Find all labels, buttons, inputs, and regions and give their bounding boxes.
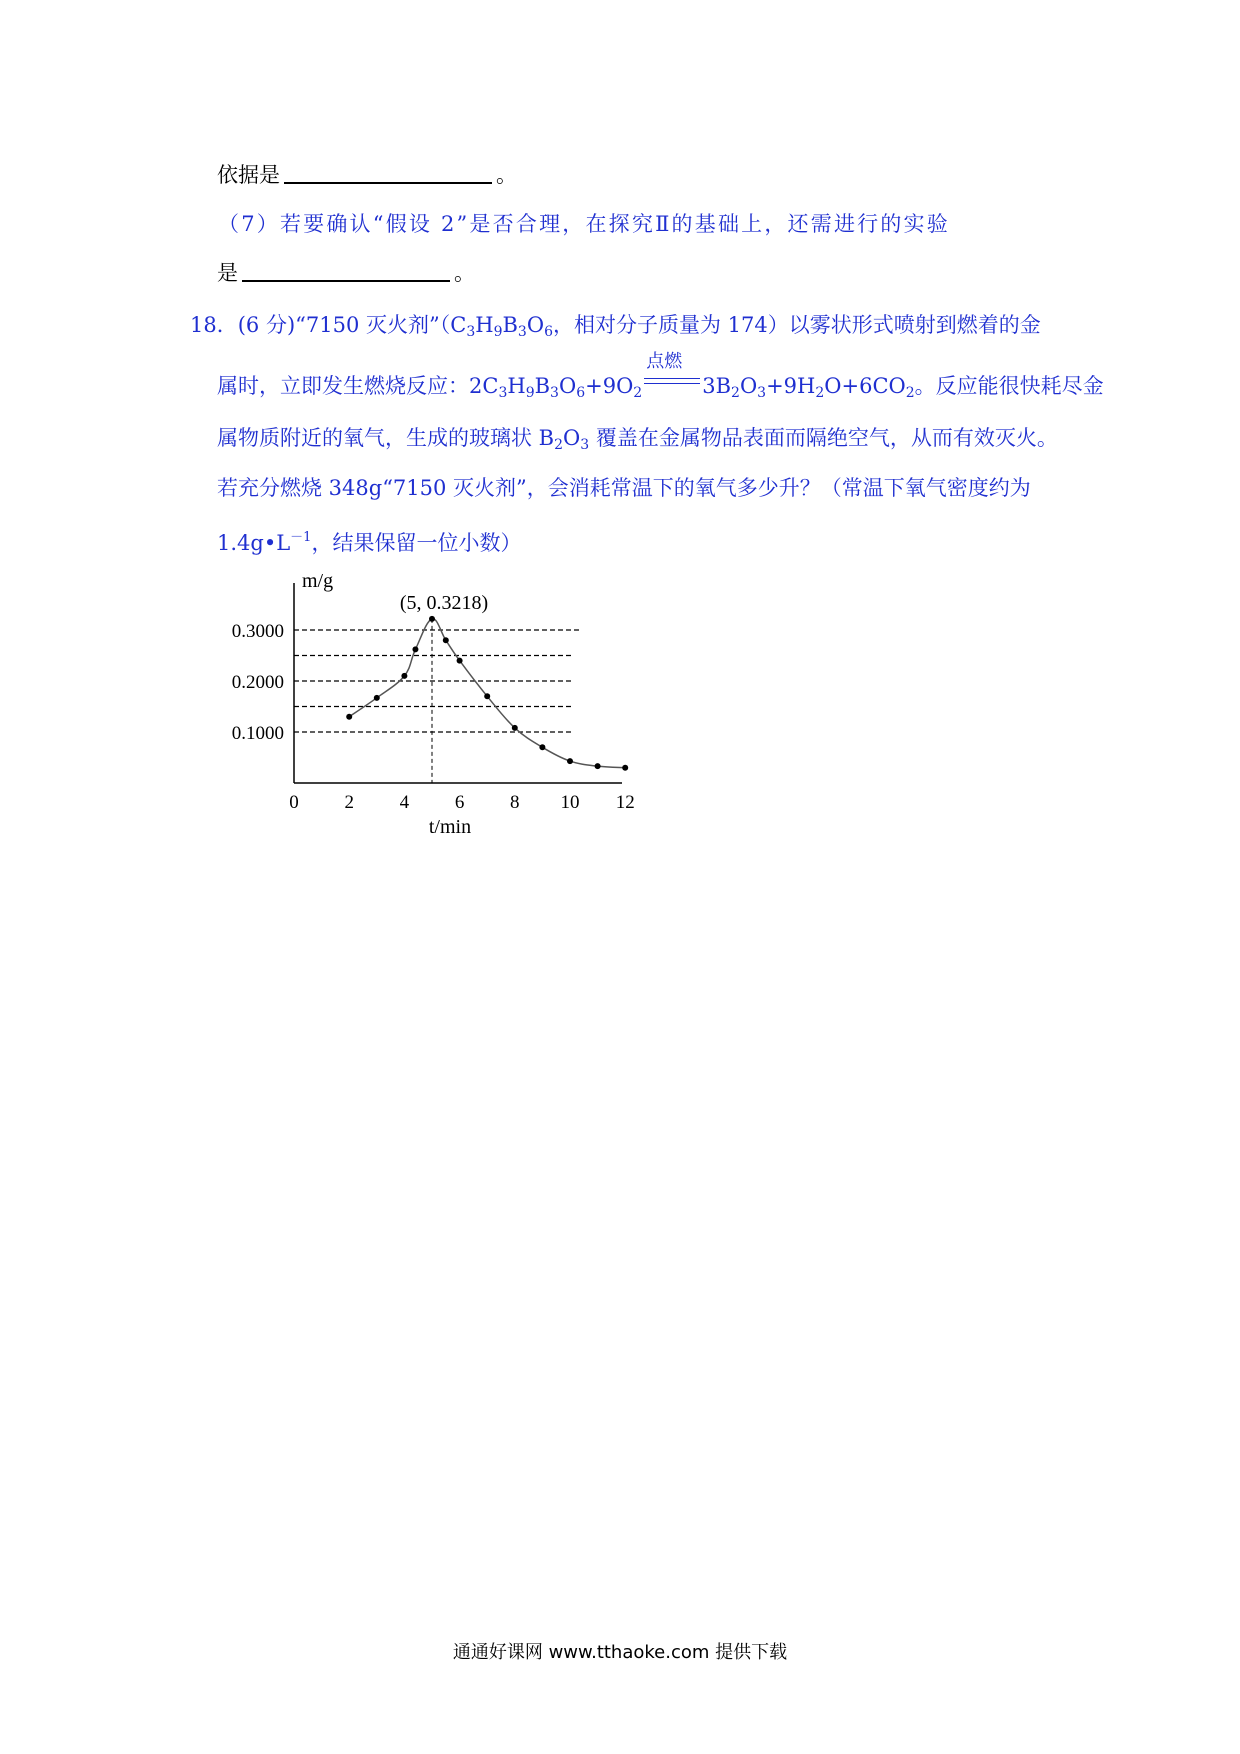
subscript: 2 [731, 385, 740, 401]
x-axis-label: t/min [428, 816, 472, 838]
text: 依据是 [217, 163, 280, 187]
text: 3B [702, 374, 732, 398]
question-7: （7）若要确认“假设 2”是否合理，在探究Ⅱ的基础上，还需进行的实验 [218, 212, 950, 236]
mass-time-chart [200, 565, 640, 845]
text: 1.4g•L [217, 531, 291, 555]
answer-blank-2[interactable] [242, 260, 450, 282]
y-tick-2: 0.3000 [231, 621, 284, 642]
x-tick-6: 12 [615, 792, 635, 813]
condition-text: 点燃 [646, 351, 683, 372]
x-tick-1: 2 [344, 792, 354, 813]
subscript: 3 [498, 385, 508, 401]
x-tick-4: 8 [510, 792, 520, 813]
subscript: 2 [815, 385, 825, 401]
answer-line-experiment [217, 258, 475, 288]
text: 是 [217, 261, 238, 285]
data-point-8 [512, 725, 518, 731]
subscript: 9 [493, 324, 503, 340]
data-point-4 [429, 616, 435, 622]
data-point-10 [567, 758, 573, 764]
subscript: 3 [466, 324, 476, 340]
y-axis-label: m/g [302, 570, 334, 592]
subscript: 3 [517, 324, 527, 340]
text: ，结果保留一位小数） [311, 531, 522, 555]
reaction-condition [644, 351, 700, 396]
data-point-12 [622, 765, 628, 771]
text: ，相对分子质量为 174）以雾状形式喷射到燃着的金 [552, 313, 1041, 337]
answer-line-basis [217, 160, 517, 190]
question-18-intro [190, 310, 1041, 347]
data-point-11 [595, 763, 601, 769]
question-18-line-5 [217, 523, 521, 558]
text: 。反应能很快耗尽金 [914, 374, 1104, 398]
data-points [346, 616, 628, 771]
text: 。 [454, 261, 475, 285]
text: H [475, 313, 494, 337]
data-point-7 [484, 693, 490, 699]
y-tick-0: 0.1000 [231, 723, 284, 744]
subscript: 2 [633, 385, 643, 401]
subscript: 3 [580, 437, 590, 453]
text: 属时，立即发生燃烧反应：2C [217, 374, 499, 398]
equals-bar-top [644, 378, 700, 379]
subscript: 2 [905, 385, 915, 401]
text: O [739, 374, 758, 398]
text: 属物质附近的氧气，生成的玻璃状 B [217, 426, 555, 450]
peak-annotation: (5, 0.3218) [399, 591, 489, 614]
data-point-5 [443, 637, 449, 643]
y-tick-labels [232, 621, 284, 744]
subscript: 6 [544, 324, 553, 340]
subscript: 9 [525, 385, 535, 401]
data-point-2 [401, 673, 407, 679]
answer-blank-1[interactable] [284, 162, 492, 184]
combustion-equation [217, 351, 1104, 408]
x-tick-labels [289, 792, 634, 813]
subscript: 3 [757, 385, 767, 401]
text: 18．(6 分)“7150 灭火剂”（C [190, 313, 467, 337]
text: +9O [585, 374, 634, 398]
y-tick-1: 0.2000 [231, 672, 284, 693]
data-point-3 [412, 646, 418, 652]
text: O [563, 426, 581, 450]
text: B [502, 313, 518, 337]
data-curve [349, 619, 625, 768]
x-tick-3: 6 [454, 792, 465, 813]
subscript: 6 [576, 385, 586, 401]
question-18-line-4: 若充分燃烧 348g“7150 灭火剂”，会消耗常温下的氧气多少升？（常温下氧气密度约为 [217, 476, 1031, 500]
superscript: －1 [290, 530, 312, 545]
data-point-6 [457, 658, 463, 664]
text: O [558, 374, 577, 398]
subscript: 3 [550, 385, 559, 401]
text: B [534, 374, 551, 398]
data-point-0 [346, 714, 352, 720]
grid-lines [294, 630, 580, 732]
text: O [526, 313, 545, 337]
subscript: 2 [554, 437, 564, 453]
x-tick-0: 0 [289, 792, 299, 813]
data-point-9 [539, 744, 545, 750]
text: O+6CO [824, 374, 906, 398]
text: 覆盖在金属物品表面而隔绝空气，从而有效灭火。 [589, 426, 1058, 450]
page-footer: 通通好课网 www.tthaoke.com 提供下载 [452, 1642, 788, 1663]
question-18-line-3 [217, 423, 1058, 460]
equals-bar-bottom [644, 383, 700, 384]
x-tick-2: 4 [399, 792, 410, 813]
text: 。 [496, 163, 517, 187]
x-tick-5: 10 [560, 792, 580, 813]
text: H [507, 374, 526, 398]
text: +9H [766, 374, 816, 398]
data-point-1 [374, 695, 380, 701]
